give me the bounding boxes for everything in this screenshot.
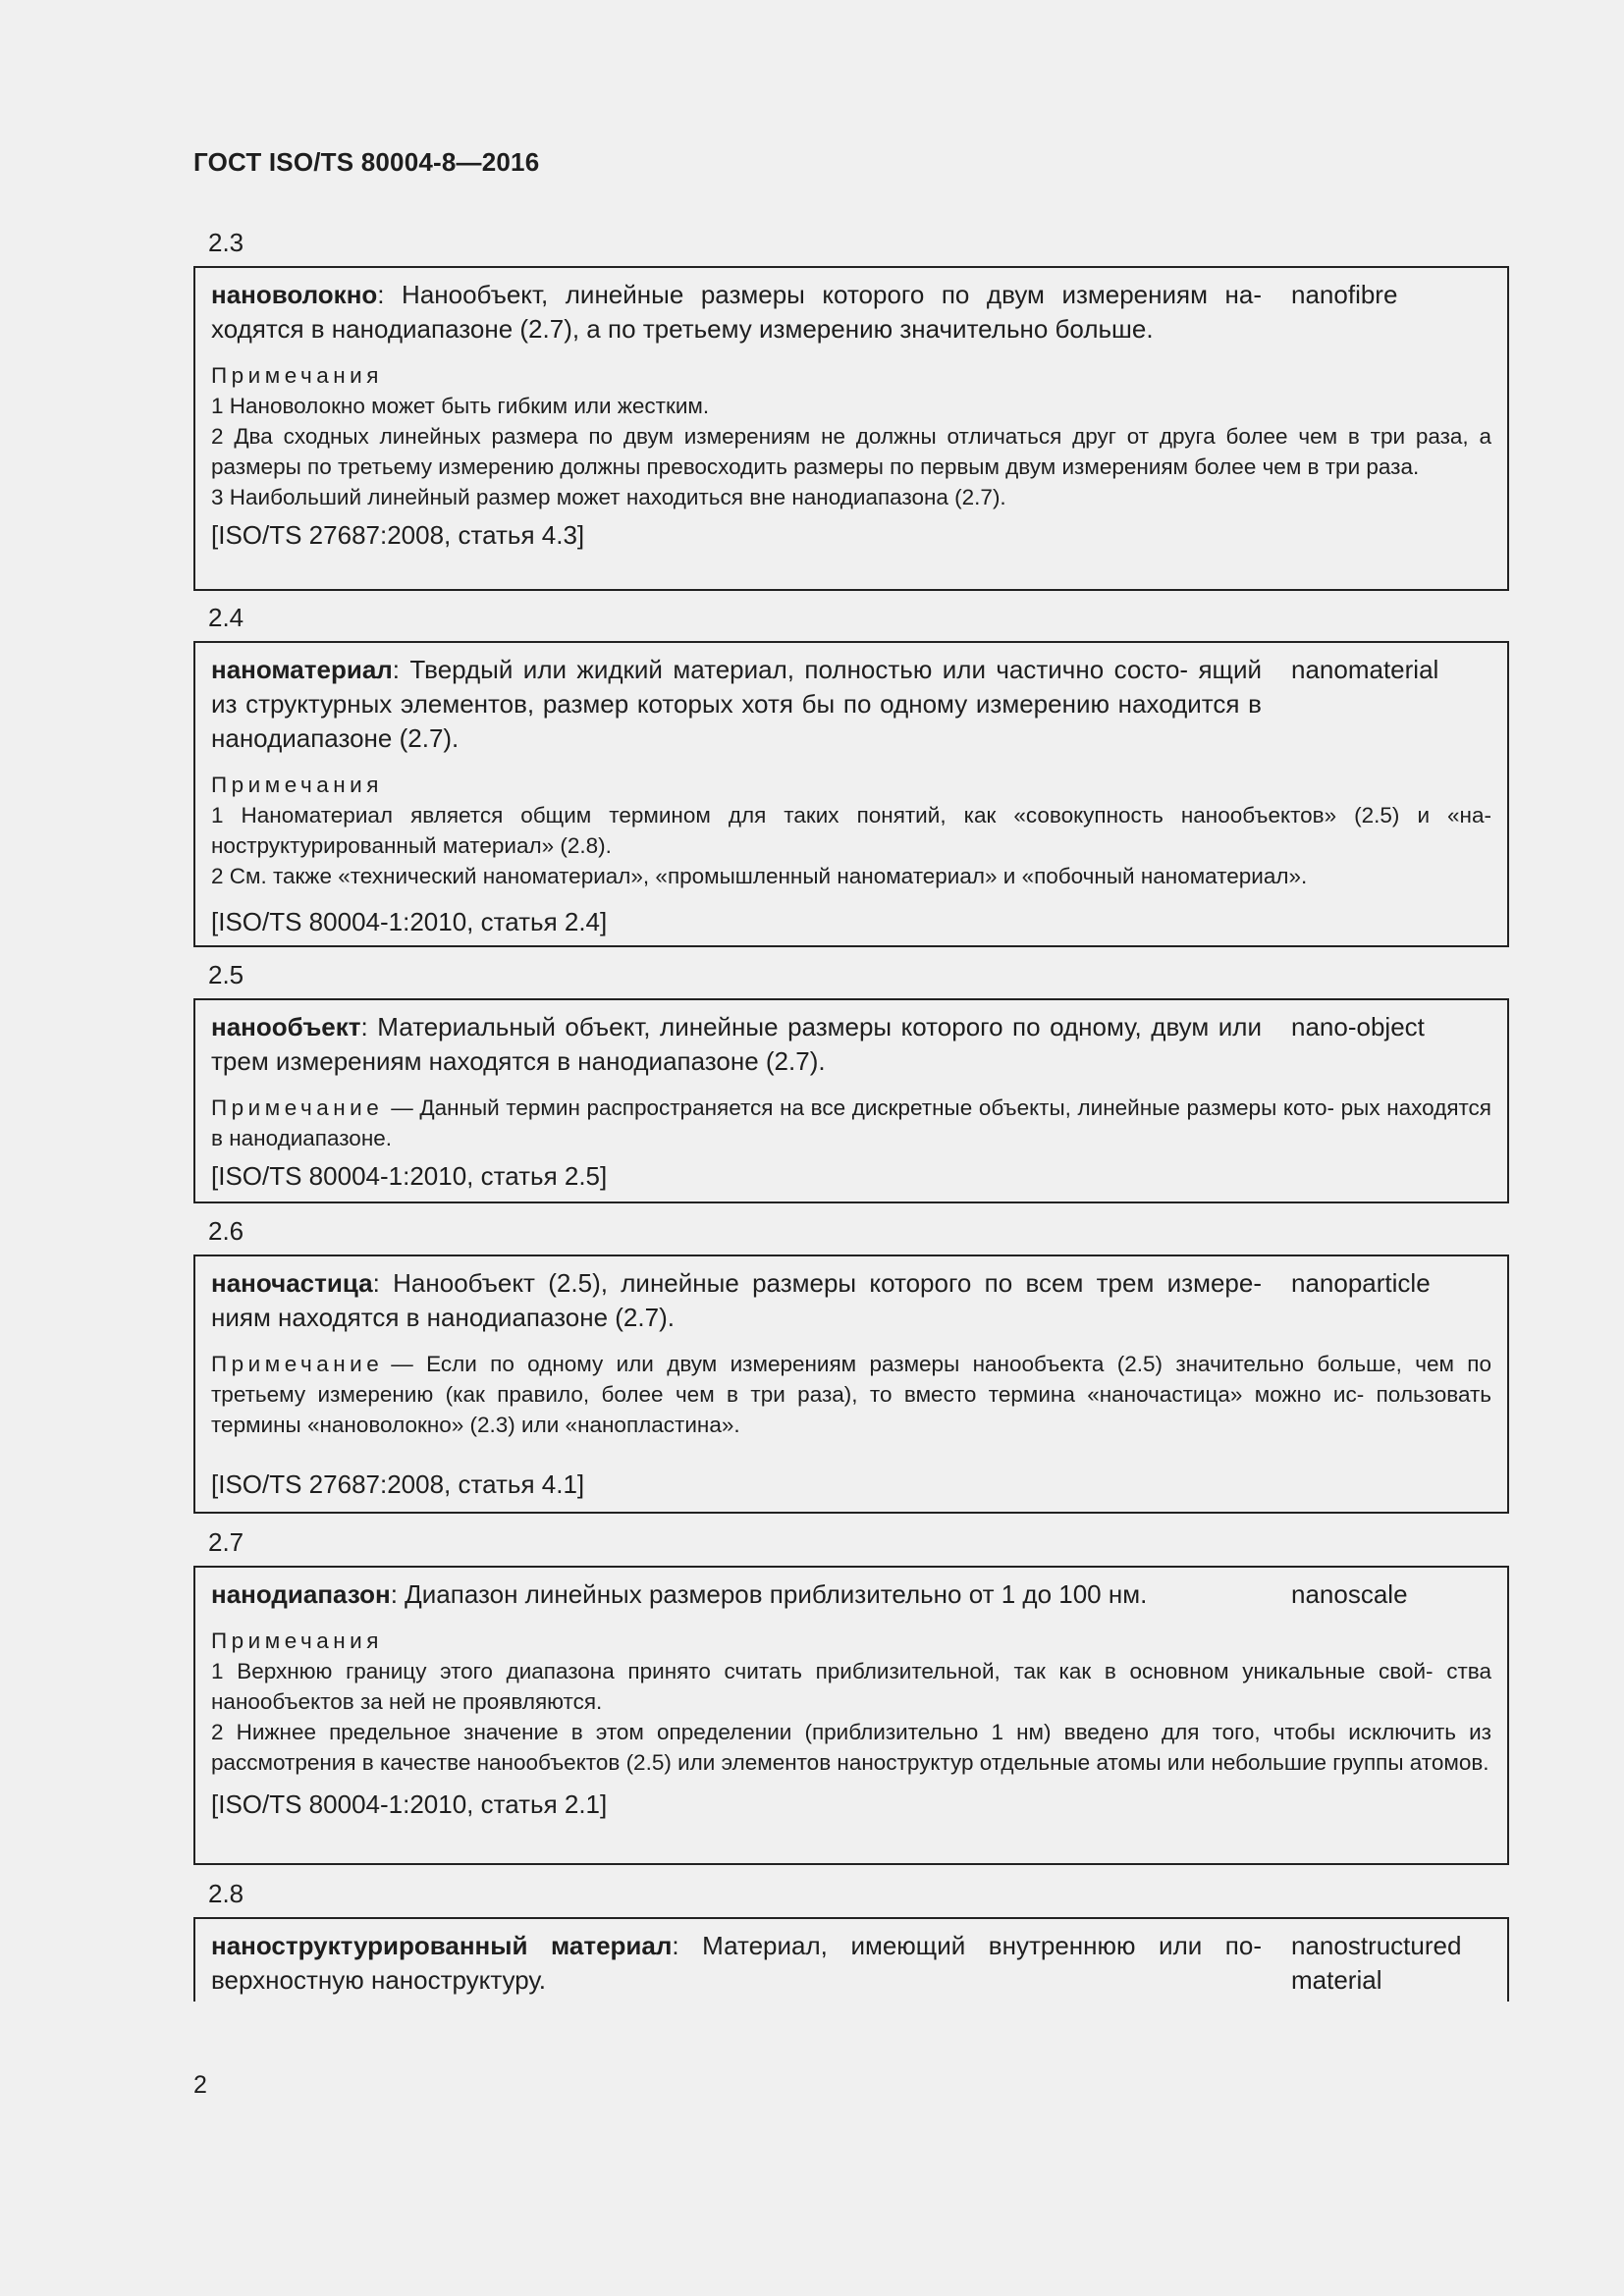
term-entry-box [193,641,1509,947]
note-item: 2 Два сходных линейных размера по двум измерениям не должны отличаться друг от друга более чем в три раза, а размеры по третьему измерению должны превосходить размеры по первым двум измерениям более чем в три раза. [211,424,1491,479]
term: нанообъект [211,1012,361,1041]
term-entry-box [193,998,1509,1203]
note-item: 1 Наноматериал является общим термином для таких понятий, как «совокупность нанообъектов» (2.5) и «на- ноструктурированный материал» (2.8). [211,803,1491,858]
term-number: 2.7 [208,1527,244,1557]
notes [211,770,1491,891]
note-item: 2 См. также «технический наноматериал», «промышленный наноматериал» и «побочный наноматериал». [211,864,1308,888]
definition-text: : Нанообъект, линейные размеры которого по двум измерениям на- ходятся в нанодиапазоне (2.7), а по третьему измерению значительно больше. [211,280,1262,344]
notes [211,360,1491,512]
term: нанодиапазон [211,1579,391,1609]
definition-text: : Материал, имеющий внутреннюю или по- верхностную наноструктуру. [211,1931,1262,1995]
definition [211,1577,1262,1612]
definition-text: : Материальный объект, линейные размеры которого по одному, двум или трем измерениям находятся в нанодиапазоне (2.7). [211,1012,1262,1076]
notes-title: Примечание [211,1352,384,1376]
english-term: nanostructured material [1291,1931,1462,1995]
definition [211,653,1262,756]
document-header: ГОСТ ISO/TS 80004-8—2016 [193,147,540,177]
term-entry-box [193,1917,1509,2002]
note-item: 3 Наибольший линейный размер может находиться вне нанодиапазона (2.7). [211,485,1006,509]
english-term: nanoscale [1291,1579,1408,1609]
definition [211,1266,1262,1335]
source-reference: [ISO/TS 80004-1:2010, статья 2.1] [211,1789,608,1819]
source-reference: [ISO/TS 80004-1:2010, статья 2.5] [211,1161,608,1191]
definition-text: : Твердый или жидкий материал, полностью или частично состо- ящий из структурных элементов, размер которых хотя бы по одному измерению находится в нанодиапазоне (2.7). [211,655,1262,753]
source-reference: [ISO/TS 27687:2008, статья 4.3] [211,520,585,550]
note-item: — Данный термин распространяется на все дискретные объекты, линейные размеры кото- рых находятся в нанодиапазоне. [211,1095,1491,1150]
source-reference: [ISO/TS 27687:2008, статья 4.1] [211,1469,585,1499]
term-number: 2.8 [208,1879,244,1908]
notes [211,1349,1491,1440]
note-item: 1 Верхнюю границу этого диапазона принято считать приблизительной, так как в основном уникальные свой- ства нанообъектов за ней не проявляются. [211,1659,1491,1714]
term-number: 2.4 [208,603,244,632]
english-term: nanomaterial [1291,655,1439,684]
note-item: 1 Нановолокно может быть гибким или жестким. [211,394,710,418]
term: нановолокно [211,280,378,309]
notes-title: Примечания [211,363,383,388]
notes [211,1626,1491,1778]
english-term: nanofibre [1291,280,1398,309]
page-number: 2 [193,2071,207,2099]
notes-title: Примечания [211,773,383,797]
english-term: nanoparticle [1291,1268,1431,1298]
notes [211,1093,1491,1153]
definition [211,1010,1262,1079]
definition-text: : Диапазон линейных размеров приблизительно от 1 до 100 нм. [390,1579,1148,1609]
english-term: nano-object [1291,1012,1425,1041]
definition [211,278,1262,347]
term: наноматериал [211,655,393,684]
term: наноструктурированный материал [211,1931,673,1960]
term-entry-box [193,1566,1509,1865]
note-item: 2 Нижнее предельное значение в этом определении (приблизительно 1 нм) введено для того, чтобы исключить из рассмотрения в качестве нанообъектов (2.5) или элементов наноструктур отдельные атомы или небольшие группы атомов. [211,1720,1491,1775]
term-number: 2.3 [208,228,244,257]
term-number: 2.6 [208,1216,244,1246]
notes-title: Примечания [211,1629,383,1653]
term-entry-box [193,1255,1509,1514]
note-item: — Если по одному или двум измерениям размеры нанообъекта (2.5) значительно больше, чем по третьему измерению (как правило, более чем в три раза), то вместо термина «наночастица» можно ис- пользовать термины «нановолокно» (2.3) или «нанопластина». [211,1352,1491,1437]
term-number: 2.5 [208,960,244,989]
term-entry-box [193,266,1509,591]
notes-title: Примечание [211,1095,384,1120]
definition [211,1929,1262,1998]
source-reference: [ISO/TS 80004-1:2010, статья 2.4] [211,907,608,936]
term: наночастица [211,1268,373,1298]
definition-text: : Нанообъект (2.5), линейные размеры которого по всем трем измере- ниям находятся в нанодиапазоне (2.7). [211,1268,1262,1332]
